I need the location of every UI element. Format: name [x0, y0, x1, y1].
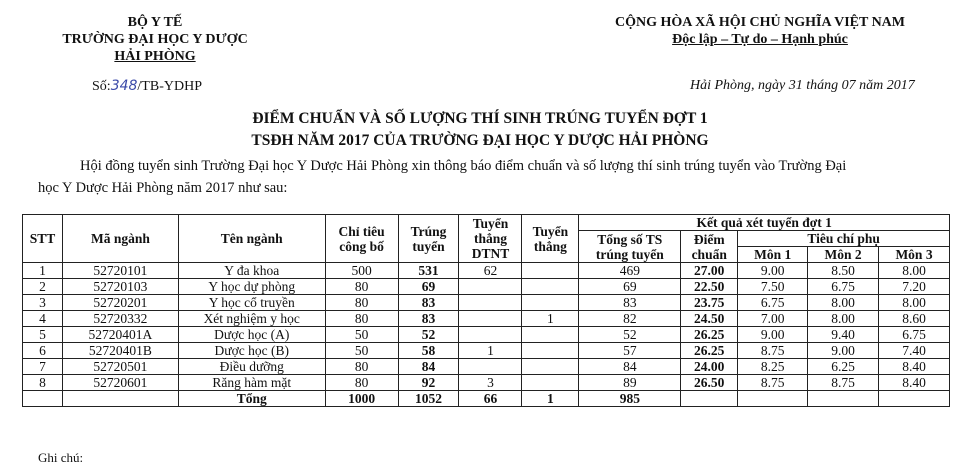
cell-mon2: 6.25 [808, 359, 879, 375]
cell-mon2: 8.50 [808, 263, 879, 279]
header-right [560, 14, 960, 48]
cell-diem-chuan: 24.50 [681, 311, 738, 327]
total-trung-tuyen: 1052 [398, 391, 459, 407]
cell-chi-tieu: 80 [325, 375, 398, 391]
cell-mon2: 9.40 [808, 327, 879, 343]
cell-trung-tuyen: 84 [398, 359, 459, 375]
cell-tong-so: 89 [579, 375, 681, 391]
cell-dtnt [459, 295, 522, 311]
cell-chi-tieu: 80 [325, 295, 398, 311]
table-row [23, 295, 950, 311]
ministry-name: BỘ Y TẾ [127, 15, 183, 30]
cell-trung-tuyen: 52 [398, 327, 459, 343]
cell-tuyen-thang [522, 327, 579, 343]
table-row [23, 343, 950, 359]
cell-tong-so: 84 [579, 359, 681, 375]
col-stt: STT [23, 215, 63, 263]
cell-mon1: 6.75 [738, 295, 808, 311]
cell-ten-nganh: Răng hàm mặt [178, 375, 325, 391]
cell-dtnt [459, 279, 522, 295]
total-tong-so: 985 [579, 391, 681, 407]
cell-tuyen-thang [522, 263, 579, 279]
cell-ma-nganh: 52720401B [62, 343, 178, 359]
cell-tuyen-thang [522, 295, 579, 311]
cell-ten-nganh: Xét nghiệm y học [178, 311, 325, 327]
cell-stt: 7 [23, 359, 63, 375]
cell-mon1: 9.00 [738, 263, 808, 279]
col-chi-tieu: Chỉ tiêu công bố [325, 215, 398, 263]
doc-prefix: Số: [92, 79, 111, 94]
admission-table [22, 214, 950, 407]
cell-mon3: 8.00 [879, 295, 950, 311]
intro-line2: học Y Dược Hải Phòng năm 2017 như sau: [38, 180, 288, 196]
cell-trung-tuyen: 58 [398, 343, 459, 359]
school-name-line2: HẢI PHÒNG [114, 49, 196, 64]
cell-dtnt [459, 359, 522, 375]
cell-mon1: 7.00 [738, 311, 808, 327]
document-number [92, 78, 202, 95]
col-tuyen-thang: Tuyển thẳng [522, 215, 579, 263]
table-row [23, 263, 950, 279]
cell-mon3: 7.40 [879, 343, 950, 359]
col-tong-so: Tổng số TS trúng tuyển [579, 231, 681, 263]
cell-stt: 4 [23, 311, 63, 327]
cell-stt: 1 [23, 263, 63, 279]
col-ket-qua: Kết quả xét tuyển đợt 1 [579, 215, 950, 231]
document-title-line2: TSĐH NĂM 2017 CỦA TRƯỜNG ĐẠI HỌC Y DƯỢC HẢI PHÒNG [251, 132, 709, 149]
cell-tuyen-thang [522, 279, 579, 295]
cell-chi-tieu: 50 [325, 327, 398, 343]
cell-diem-chuan: 26.50 [681, 375, 738, 391]
cell-mon3: 8.40 [879, 359, 950, 375]
col-trung-tuyen: Trúng tuyển [398, 215, 459, 263]
doc-suffix: /TB-YDHP [137, 79, 202, 94]
cell-tong-so: 83 [579, 295, 681, 311]
table-row [23, 279, 950, 295]
cell-ma-nganh: 52720201 [62, 295, 178, 311]
cell-tuyen-thang [522, 343, 579, 359]
cell-dtnt: 3 [459, 375, 522, 391]
cell-tuyen-thang [522, 359, 579, 375]
cell-ten-nganh: Dược học (A) [178, 327, 325, 343]
cell-mon2: 8.00 [808, 295, 879, 311]
cell-ten-nganh: Y đa khoa [178, 263, 325, 279]
document-title-line1: ĐIỂM CHUẨN VÀ SỐ LƯỢNG THÍ SINH TRÚNG TUYỂN ĐỢT 1 [252, 110, 708, 127]
cell-mon2: 8.00 [808, 311, 879, 327]
header-left [30, 14, 280, 65]
cell-mon3: 8.00 [879, 263, 950, 279]
col-mon3: Môn 3 [879, 247, 950, 263]
cell-ten-nganh: Điều dưỡng [178, 359, 325, 375]
cell-diem-chuan: 27.00 [681, 263, 738, 279]
cell-chi-tieu: 80 [325, 359, 398, 375]
total-row [23, 391, 950, 407]
cell-ma-nganh: 52720501 [62, 359, 178, 375]
cell-stt: 2 [23, 279, 63, 295]
cell-mon3: 6.75 [879, 327, 950, 343]
intro-line1: Hội đồng tuyển sinh Trường Đại học Y Dược Hải Phòng xin thông báo điểm chuẩn và số lượng thí sinh trúng tuyển vào Trường Đại [80, 158, 847, 174]
cell-mon3: 8.60 [879, 311, 950, 327]
cell-diem-chuan: 26.25 [681, 327, 738, 343]
col-tieu-chi-phu: Tiêu chí phụ [738, 231, 950, 247]
cell-ten-nganh: Y học cổ truyền [178, 295, 325, 311]
cell-mon2: 8.75 [808, 375, 879, 391]
cell-tong-so: 52 [579, 327, 681, 343]
cell-trung-tuyen: 83 [398, 311, 459, 327]
col-tuyen-thang-dtnt: Tuyển thẳng DTNT [459, 215, 522, 263]
total-chi-tieu: 1000 [325, 391, 398, 407]
cell-stt: 3 [23, 295, 63, 311]
motto: Độc lập – Tự do – Hạnh phúc [672, 32, 848, 47]
cell-chi-tieu: 80 [325, 279, 398, 295]
cell-stt: 6 [23, 343, 63, 359]
cell-trung-tuyen: 92 [398, 375, 459, 391]
cell-mon1: 8.25 [738, 359, 808, 375]
cell-mon2: 9.00 [808, 343, 879, 359]
cell-ten-nganh: Y học dự phòng [178, 279, 325, 295]
cell-stt: 5 [23, 327, 63, 343]
cell-mon1: 9.00 [738, 327, 808, 343]
cell-trung-tuyen: 69 [398, 279, 459, 295]
cell-tuyen-thang: 1 [522, 311, 579, 327]
table-row [23, 359, 950, 375]
cell-ma-nganh: 52720101 [62, 263, 178, 279]
total-tuyen-thang: 1 [522, 391, 579, 407]
cell-dtnt [459, 327, 522, 343]
cell-ma-nganh: 52720401A [62, 327, 178, 343]
cell-tong-so: 69 [579, 279, 681, 295]
cell-mon1: 8.75 [738, 375, 808, 391]
cell-diem-chuan: 22.50 [681, 279, 738, 295]
cell-tuyen-thang [522, 375, 579, 391]
cell-mon3: 8.40 [879, 375, 950, 391]
cell-diem-chuan: 24.00 [681, 359, 738, 375]
cell-dtnt: 1 [459, 343, 522, 359]
col-mon1: Môn 1 [738, 247, 808, 263]
table-row [23, 327, 950, 343]
doc-number-handwritten: 348 [110, 78, 138, 94]
school-name-line1: TRƯỜNG ĐẠI HỌC Y DƯỢC [62, 32, 248, 47]
cell-mon1: 8.75 [738, 343, 808, 359]
cell-trung-tuyen: 83 [398, 295, 459, 311]
cell-diem-chuan: 23.75 [681, 295, 738, 311]
cell-chi-tieu: 500 [325, 263, 398, 279]
footer-note: Ghi chú: [38, 450, 84, 465]
col-ten-nganh: Tên ngành [178, 215, 325, 263]
table-row [23, 311, 950, 327]
col-mon2: Môn 2 [808, 247, 879, 263]
cell-mon3: 7.20 [879, 279, 950, 295]
cell-tong-so: 57 [579, 343, 681, 359]
document-date: Hải Phòng, ngày 31 tháng 07 năm 2017 [690, 78, 915, 93]
total-label: Tổng [178, 391, 325, 407]
cell-ma-nganh: 52720601 [62, 375, 178, 391]
nation-name: CỘNG HÒA XÃ HỘI CHỦ NGHĨA VIỆT NAM [614, 15, 905, 30]
cell-chi-tieu: 50 [325, 343, 398, 359]
cell-dtnt [459, 311, 522, 327]
col-ma-nganh: Mã ngành [62, 215, 178, 263]
cell-tong-so: 82 [579, 311, 681, 327]
cell-stt: 8 [23, 375, 63, 391]
cell-trung-tuyen: 531 [398, 263, 459, 279]
total-dtnt: 66 [459, 391, 522, 407]
cell-mon1: 7.50 [738, 279, 808, 295]
cell-chi-tieu: 80 [325, 311, 398, 327]
cell-tong-so: 469 [579, 263, 681, 279]
col-diem-chuan: Điểm chuẩn [681, 231, 738, 263]
cell-ma-nganh: 52720103 [62, 279, 178, 295]
table-row [23, 375, 950, 391]
cell-mon2: 6.75 [808, 279, 879, 295]
cell-ten-nganh: Dược học (B) [178, 343, 325, 359]
cell-diem-chuan: 26.25 [681, 343, 738, 359]
table-body [23, 263, 950, 391]
cell-dtnt: 62 [459, 263, 522, 279]
cell-ma-nganh: 52720332 [62, 311, 178, 327]
